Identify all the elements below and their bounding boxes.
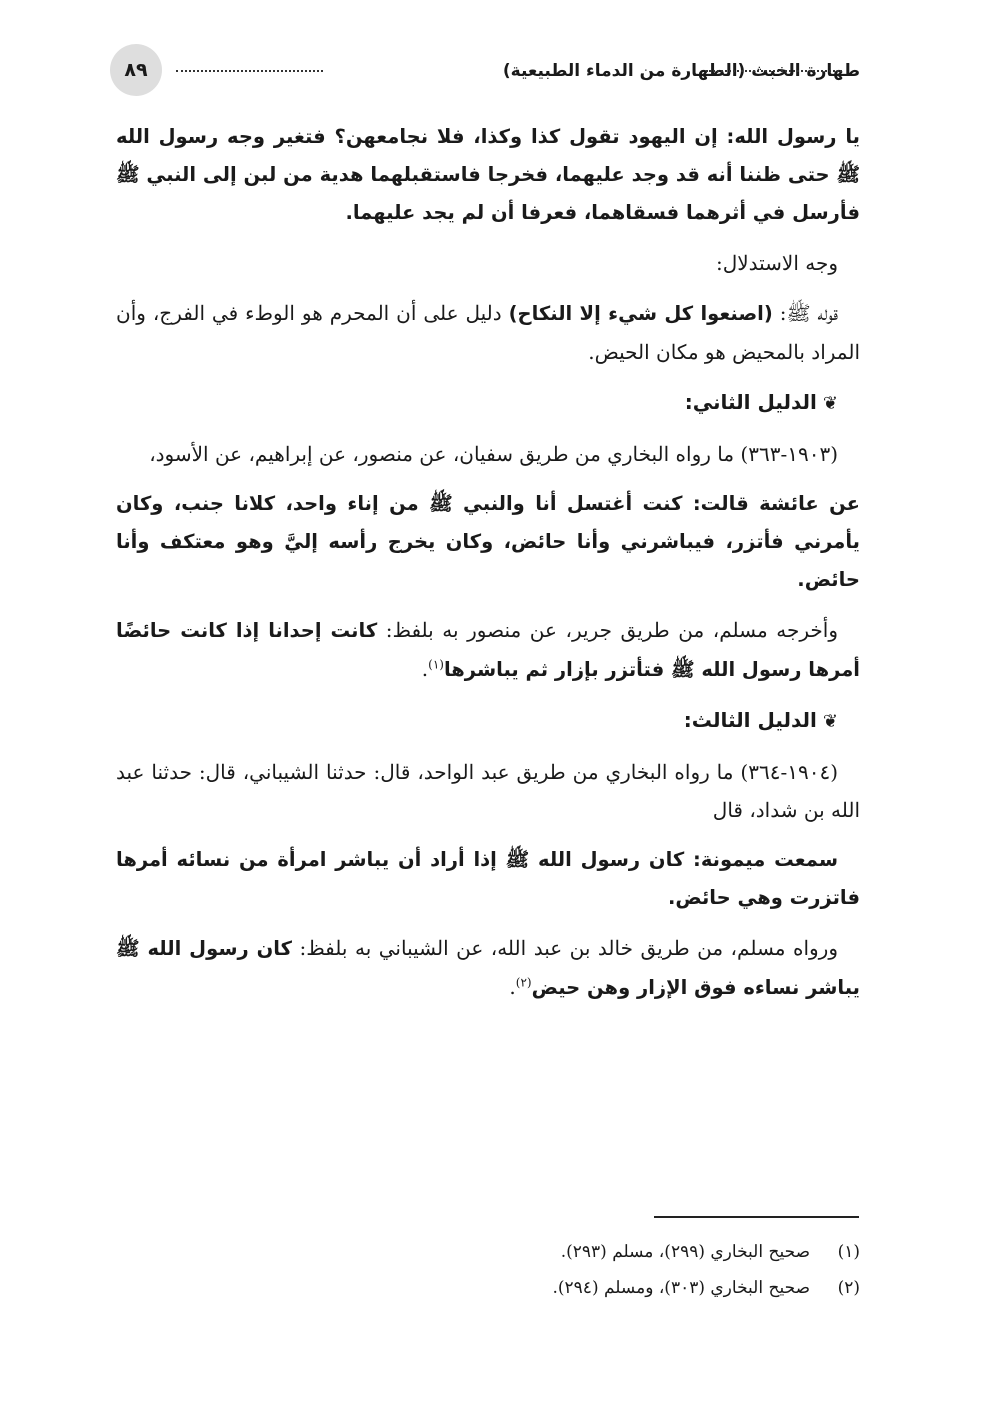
period: . bbox=[421, 657, 429, 681]
narration-quote: كانت إحدانا إذا كانت حائضًا أمرها رسول الله ﷺ فتأتزر بإزار ثم يباشرها bbox=[116, 619, 860, 681]
inference-paragraph bbox=[116, 294, 860, 371]
muslim-narration bbox=[116, 611, 860, 689]
footnote-text: صحيح البخاري (٣٠٣)، ومسلم (٢٩٤). bbox=[552, 1278, 810, 1298]
footnote-item bbox=[116, 1234, 860, 1270]
hadith-text: عن عائشة قالت: كنت أغتسل أنا والنبي ﷺ من إناء واحد، كلانا جنب، وكان يأمرني فأتزر، فيباشرني وأنا حائض، وكان يخرج رأسه إليَّ وهو معتكف وأنا حائض. bbox=[116, 492, 860, 591]
inference-intro: قوله ﷺ: bbox=[779, 301, 839, 325]
narration-chain: (١٩٠٤-٣٦٤) ما رواه البخاري من طريق عبد الواحد، قال: حدثنا الشيباني، قال: حدثنا عبد الله بن شداد، قال bbox=[116, 760, 860, 822]
heading-text: الدليل الثالث: bbox=[683, 708, 817, 732]
narration-chain: (١٩٠٣-٣٦٣) ما رواه البخاري من طريق سفيان، عن منصور، عن إبراهيم، عن الأسود، bbox=[149, 442, 838, 466]
leaf-bullet-icon: ❦ bbox=[822, 393, 838, 414]
hadith-text: سمعت ميمونة: كان رسول الله ﷺ إذا أراد أن يباشر امرأة من نسائه أمرها فاتزرت وهي حائض. bbox=[116, 848, 860, 909]
running-title: طهارة الخبث (الطهارة من الدماء الطبيعية) bbox=[502, 61, 860, 81]
page-header bbox=[110, 44, 860, 100]
footnote-number: (١) bbox=[837, 1242, 860, 1262]
quoted-hadith: (اصنعوا كل شيء إلا النكاح) bbox=[508, 302, 773, 325]
page-number: ٨٩ bbox=[110, 44, 162, 96]
header-dotted-rule-right bbox=[706, 70, 842, 72]
narration-quote: كان رسول الله ﷺ يباشر نساءه فوق الإزار وهن حيض bbox=[116, 937, 860, 999]
narration-intro: وأخرجه مسلم، من طريق جرير، عن منصور به بلفظ: bbox=[385, 618, 838, 642]
heading-text: الدليل الثاني: bbox=[684, 390, 817, 414]
footnote-ref[interactable]: (٢) bbox=[515, 975, 532, 990]
inference-body: دليل على أن المحرم هو الوطء في الفرج، وأن المراد بالمحيض هو مكان الحيض. bbox=[116, 301, 860, 364]
footnote-number: (٢) bbox=[837, 1278, 860, 1298]
inference-label: وجه الاستدلال: bbox=[715, 251, 838, 275]
header-dotted-rule-left bbox=[176, 70, 323, 72]
section-heading-second-evidence bbox=[116, 383, 860, 423]
footnotes bbox=[116, 1234, 860, 1306]
page-body bbox=[116, 118, 860, 1019]
hadith-text-continued: يا رسول الله: إن اليهود تقول كذا وكذا، فلا نجامعهن؟ فتغير وجه رسول الله ﷺ حتى ظننا أنه قد وجد عليهما، فخرجا فاستقبلهما هدية من لبن إلى النبي ﷺ فأرسل في أثرهما فسقاهما، فعرفا أن لم يجد عليهما. bbox=[116, 125, 860, 224]
footnote-text: صحيح البخاري (٢٩٩)، مسلم (٢٩٣). bbox=[560, 1242, 810, 1262]
footnote-item bbox=[116, 1270, 860, 1306]
narration-intro: ورواه مسلم، من طريق خالد بن عبد الله، عن الشيباني به بلفظ: bbox=[299, 936, 838, 960]
section-heading-third-evidence bbox=[116, 701, 860, 741]
period: . bbox=[509, 975, 516, 999]
leaf-bullet-icon: ❦ bbox=[822, 711, 838, 732]
footnote-divider bbox=[654, 1216, 859, 1218]
footnote-ref[interactable]: (١) bbox=[428, 657, 444, 672]
muslim-narration bbox=[116, 929, 860, 1007]
